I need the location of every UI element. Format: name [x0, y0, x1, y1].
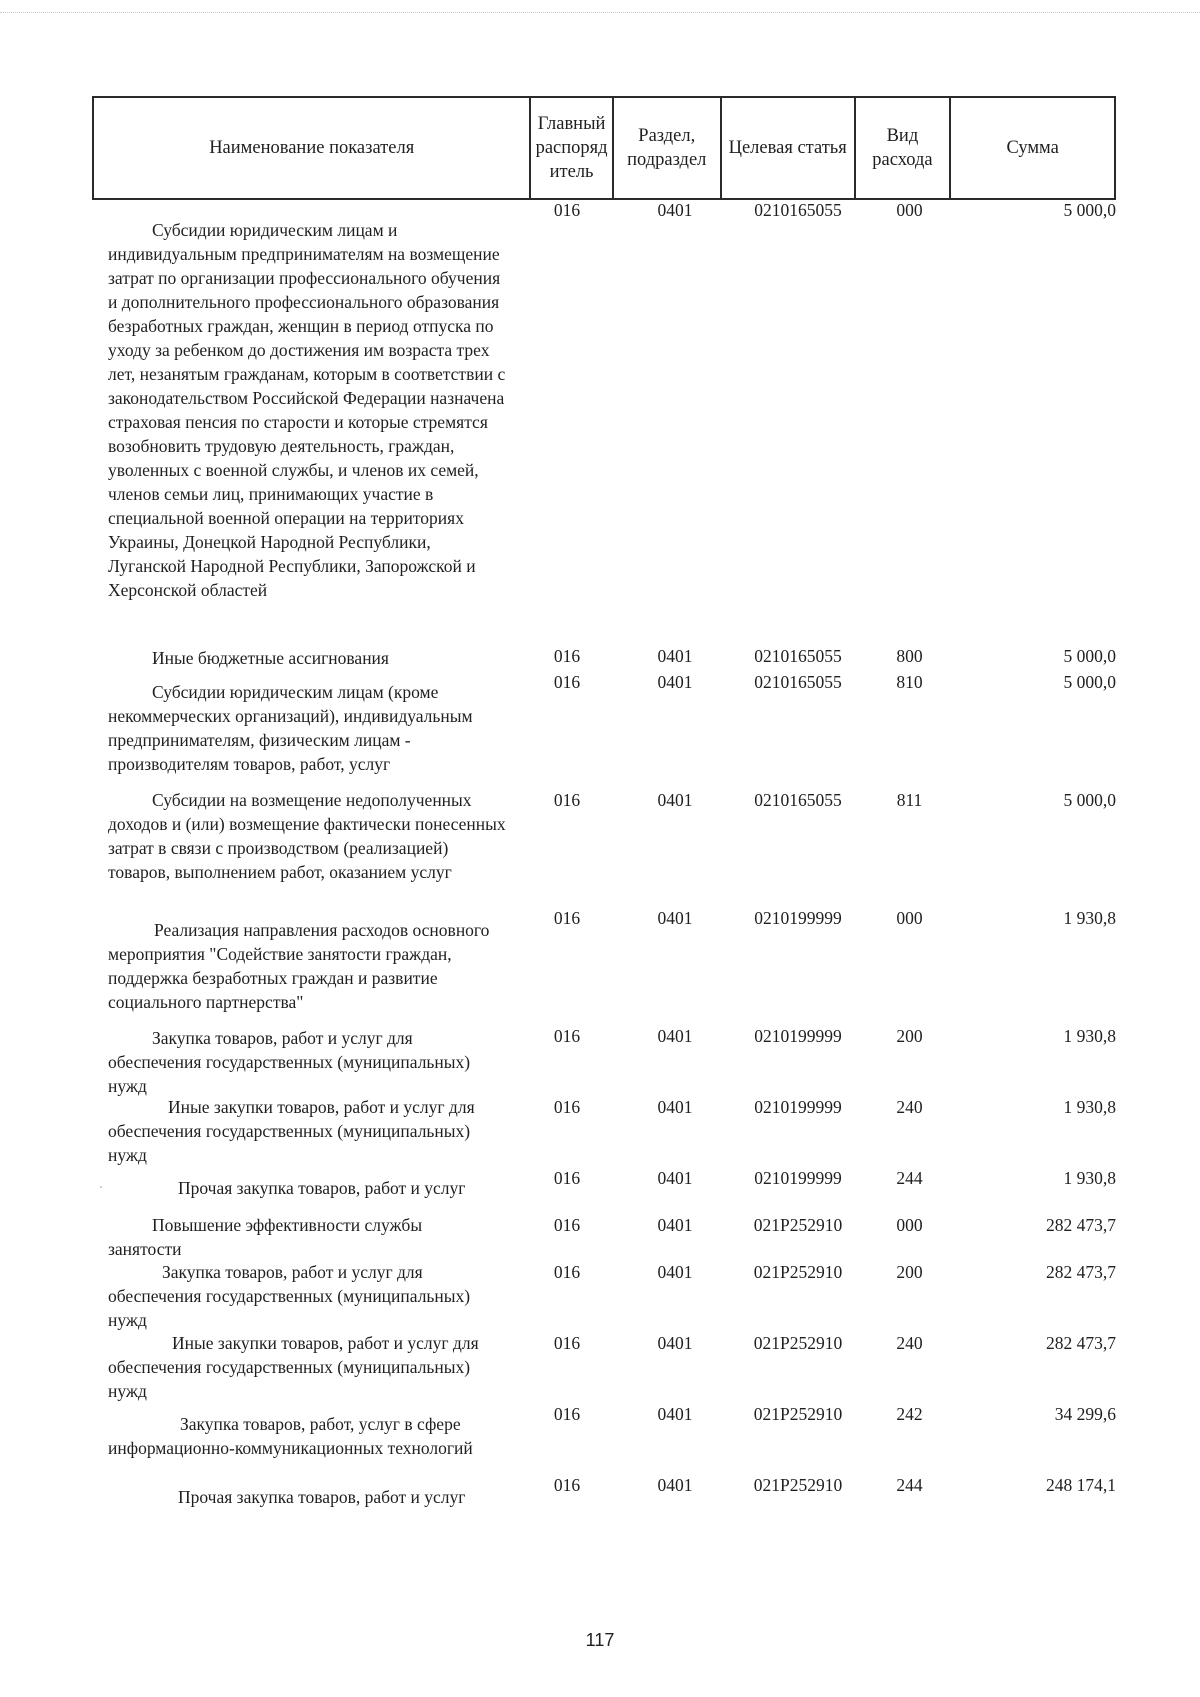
- row-vid-rashoda: 000: [896, 200, 923, 220]
- row-summa: 1 930,8: [1063, 1097, 1116, 1117]
- row-vid-rashoda: 800: [896, 646, 923, 666]
- row-celevaya-statya: 0210199999: [754, 908, 842, 928]
- row-gr: 016: [553, 200, 581, 220]
- row-name: Реализация направления расходов основного мероприятия "Содействие занятости граждан, поддержка безработных граждан и развитие социального партнерства": [108, 920, 490, 1012]
- row-summa: 282 473,7: [1046, 1262, 1116, 1282]
- row-razdel: 0401: [657, 1333, 693, 1353]
- row-razdel: 0401: [657, 790, 693, 810]
- header-celevaya-statya: Целевая статья: [721, 97, 855, 199]
- row-name: Закупка товаров, работ, услуг в сфере информационно-коммуникационных технологий: [108, 1414, 473, 1458]
- row-razdel: 0401: [657, 1026, 693, 1046]
- row-gr: 016: [553, 1215, 581, 1235]
- row-celevaya-statya: 0210165055: [754, 672, 842, 692]
- row-name: Субсидии на возмещение недополученных доходов и (или) возмещение фактически понесенных затрат в связи с производством (реализацией) товаров, выполнением работ, оказанием услуг: [108, 790, 506, 882]
- row-name: Субсидии юридическим лицам и индивидуальным предпринимателям на возмещение затрат по организации профессионального обучения и дополнительного профессионального образования безработных граждан, женщин в период отпуска по уходу за ребенком до достижения им возраста трех лет, незанятым гражданам, которым в соответствии с законодательством Российской Федерации назначена страховая пенсия по старости и которые стремятся возобновить трудовую деятельность, граждан, уволенных с военной службы, и членов их семей, членов семьи лиц, принимающих участие в специальной военной операции на территориях Украины, Донецкой Народной Республики, Луганской Народной Республики, Запорожской и Херсонской областей: [108, 220, 506, 600]
- row-name: Иные закупки товаров, работ и услуг для обеспечения государственных (муниципальных) нужд: [108, 1097, 475, 1165]
- row-vid-rashoda: 244: [896, 1475, 923, 1495]
- row-summa: 1 930,8: [1063, 1168, 1116, 1188]
- row-razdel: 0401: [657, 1404, 693, 1424]
- row-razdel: 0401: [657, 1168, 693, 1188]
- row-summa: 5 000,0: [1063, 672, 1116, 692]
- row-celevaya-statya: 021P252910: [753, 1333, 843, 1353]
- row-vid-rashoda: 240: [896, 1333, 923, 1353]
- row-celevaya-statya: 021P252910: [753, 1215, 843, 1235]
- row-vid-rashoda: 242: [896, 1404, 923, 1424]
- row-celevaya-statya: 0210165055: [754, 646, 842, 666]
- row-name: Прочая закупка товаров, работ и услуг: [178, 1487, 466, 1507]
- row-celevaya-statya: 0210165055: [754, 790, 842, 810]
- row-vid-rashoda: 811: [896, 790, 923, 810]
- page-number: 117: [585, 1630, 615, 1650]
- row-name: Субсидии юридическим лицам (кроме некоммерческих организаций), индивидуальным предпринимателям, физическим лицам - производителям товаров, работ, услуг: [108, 682, 473, 774]
- row-vid-rashoda: 200: [896, 1026, 923, 1046]
- row-name: Прочая закупка товаров, работ и услуг: [178, 1178, 466, 1198]
- header-vid-rashoda: Вид расхода: [855, 97, 951, 199]
- row-razdel: 0401: [657, 200, 693, 220]
- header-glavny-rasporyaditel: Главный распоряд итель: [530, 97, 612, 199]
- table-header: [92, 96, 1116, 200]
- row-summa: 282 473,7: [1046, 1333, 1116, 1353]
- row-celevaya-statya: 0210199999: [754, 1168, 842, 1188]
- header-name: Наименование показателя: [93, 97, 530, 199]
- row-summa: 1 930,8: [1063, 1026, 1116, 1046]
- row-celevaya-statya: 021P252910: [753, 1262, 843, 1282]
- row-vid-rashoda: 244: [896, 1168, 923, 1188]
- row-gr: 016: [553, 1404, 581, 1424]
- row-gr: 016: [553, 1168, 581, 1188]
- row-gr: 016: [553, 646, 581, 666]
- row-razdel: 0401: [657, 646, 693, 666]
- row-razdel: 0401: [657, 1097, 693, 1117]
- row-celevaya-statya: 0210199999: [754, 1026, 842, 1046]
- row-razdel: 0401: [657, 908, 693, 928]
- row-gr: 016: [553, 908, 581, 928]
- row-gr: 016: [553, 1026, 581, 1046]
- scan-edge-line: [0, 12, 1200, 13]
- row-summa: 5 000,0: [1063, 200, 1116, 220]
- row-celevaya-statya: 021P252910: [753, 1475, 843, 1495]
- row-summa: 34 299,6: [1054, 1404, 1116, 1424]
- header-summa: Сумма: [950, 97, 1115, 199]
- row-gr: 016: [553, 1475, 581, 1495]
- row-razdel: 0401: [657, 1262, 693, 1282]
- row-gr: 016: [553, 1262, 581, 1282]
- row-gr: 016: [553, 1097, 581, 1117]
- row-razdel: 0401: [657, 1215, 693, 1235]
- row-gr: 016: [553, 790, 581, 810]
- scan-speck: [100, 1186, 102, 1188]
- row-razdel: 0401: [657, 1475, 693, 1495]
- row-name: Закупка товаров, работ и услуг для обеспечения государственных (муниципальных) нужд: [108, 1262, 471, 1330]
- row-name: Повышение эффективности службы занятости: [108, 1215, 423, 1259]
- row-name: Иные бюджетные ассигнования: [152, 648, 389, 668]
- row-summa: 5 000,0: [1063, 646, 1116, 666]
- row-summa: 248 174,1: [1046, 1475, 1116, 1495]
- row-celevaya-statya: 021P252910: [753, 1404, 843, 1424]
- row-vid-rashoda: 000: [896, 908, 923, 928]
- row-summa: 1 930,8: [1063, 908, 1116, 928]
- row-vid-rashoda: 810: [896, 672, 923, 692]
- row-celevaya-statya: 0210199999: [754, 1097, 842, 1117]
- row-vid-rashoda: 240: [896, 1097, 923, 1117]
- row-razdel: 0401: [657, 672, 693, 692]
- header-razdel: Раздел, подраздел: [613, 97, 721, 199]
- row-gr: 016: [553, 672, 581, 692]
- row-vid-rashoda: 000: [896, 1215, 923, 1235]
- row-summa: 5 000,0: [1063, 790, 1116, 810]
- row-vid-rashoda: 200: [896, 1262, 923, 1282]
- row-celevaya-statya: 0210165055: [754, 200, 842, 220]
- row-summa: 282 473,7: [1046, 1215, 1116, 1235]
- row-name: Иные закупки товаров, работ и услуг для обеспечения государственных (муниципальных) нужд: [108, 1333, 479, 1401]
- row-name: Закупка товаров, работ и услуг для обеспечения государственных (муниципальных) нужд: [108, 1028, 471, 1096]
- row-gr: 016: [553, 1333, 581, 1353]
